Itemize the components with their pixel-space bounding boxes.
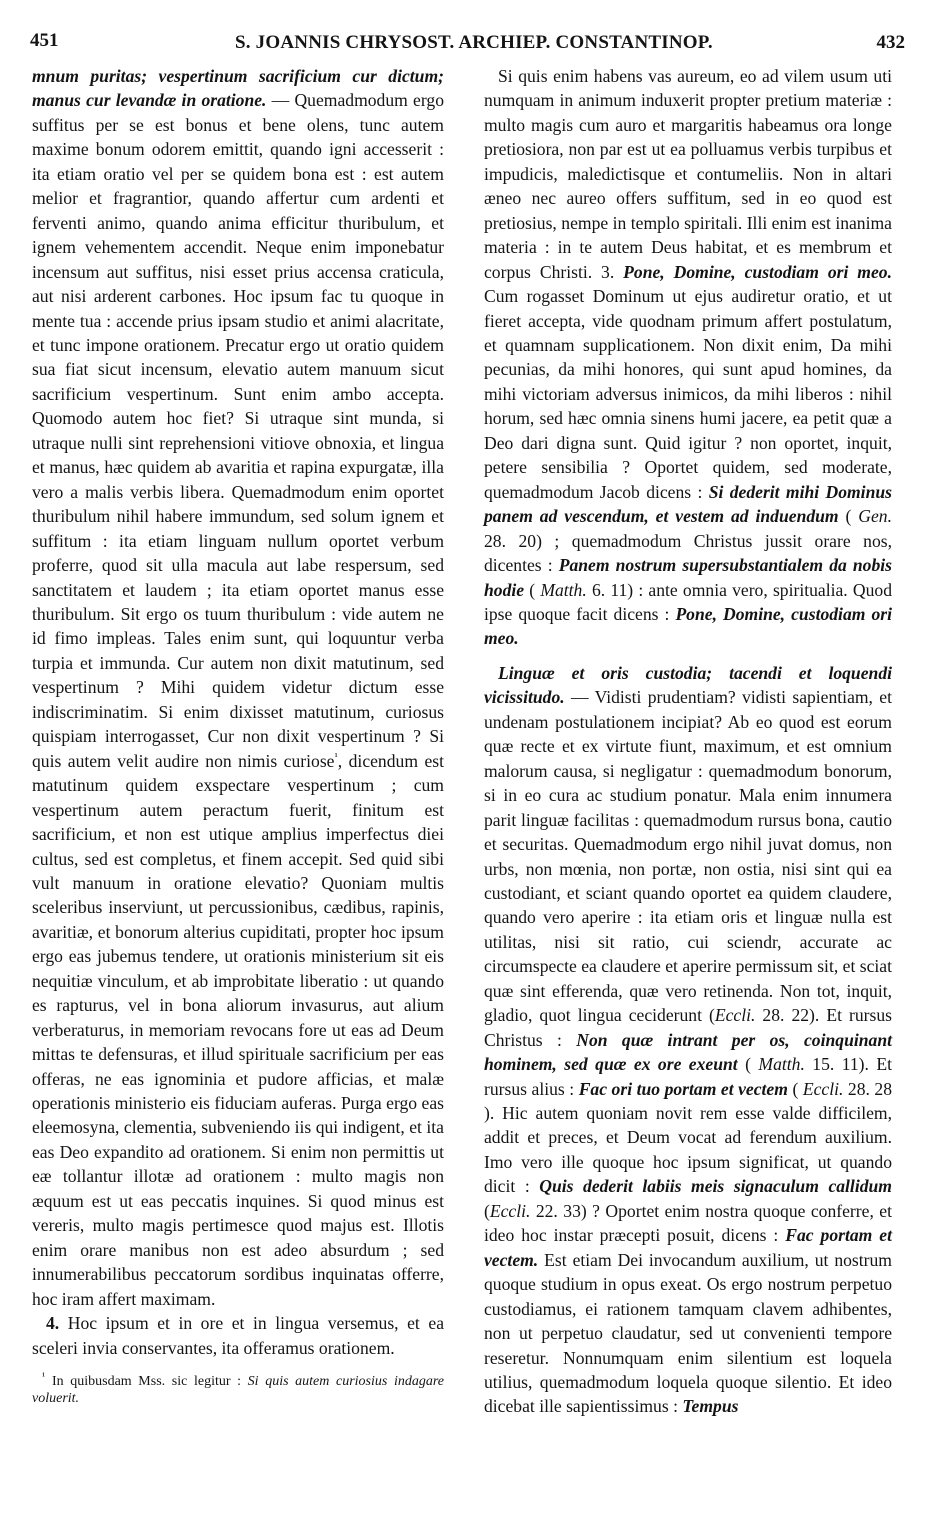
page-header [30,30,905,60]
paragraph-text: 28. 22). Et rursus Christus : [484,1005,892,1050]
paragraph-text: ( [787,1078,803,1099]
scripture-quote: Fac portam et vectem. [484,1225,892,1270]
footnote-mark: ¹ [42,1370,46,1383]
scripture-quote: Si dederit mihi Dominus panem ad vescendum, et vestem ad induendum [484,481,892,527]
citation-ref: Eccli. [802,1078,844,1099]
scripture-quote: Quis dederit labiis meis signaculum callidum [539,1176,892,1197]
paragraph-text: ( [737,1054,759,1075]
paragraph-left-2 [32,1311,444,1360]
citation-ref: Matth. [758,1054,805,1075]
section-heading: mnum puritas; vespertinum sacrificium cur dictum; manus cur levandæ in oratione. [32,66,444,111]
paragraph-text: Est etiam Dei invocandum auxilium, ut nostrum quoque studium in opus exeat. Os ergo nostrum perpetuo custodiamus, ei rationem tamquam clavem adhibentes, non ut perpetuo claudatur, sed ut convenienti tempore reseretur. Nonnumquam enim silentium est loquela utilius, quemadmodum loquela quoque silentio. Et ideo dicebat ille sapientissimus : [484,1249,892,1417]
left-column [32,64,444,1407]
scripture-quote: Fac ori tuo portam et vectem [578,1078,788,1099]
paragraph-right-2 [484,661,892,1419]
paragraph-left-1 [32,64,444,1311]
paragraph-text: Cum rogasset Dominum ut ejus audiretur oratio, et ut fieret accepta, vide quodnam primum affert postulatum, et quamnam supplicationem. Non dixit enim, Da mihi pecunias, da mihi honores, qui sunt apud homines, da mihi victoriam adversus inimicos, da mihi liberos : nihil horum, sed hæc omnia sinens humi jacere, ea petit quæ a Deo dari digna sunt. Quid igitur ? non oportet, inquit, petere sensibilia ? Oportet quidem, sed moderate, quemadmodum Jacob dicens : [484,286,892,502]
footnote-reference: ¹ [334,750,338,763]
citation-ref: Matth. [540,579,587,600]
page-number-left: 451 [30,30,59,51]
scripture-quote: Tempus [682,1396,739,1417]
paragraph-text: Si quis enim habens vas aureum, eo ad vilem usum uti numquam in animum induxerit propter pretium materiæ : multo magis cum auro et margaritis habeamus ora longe pretiosiora, non par est ut ea polluamus verbis turpibus et impudicis, maledictisque et contumeliis. Non in altari æneo nec aureo offers suffitum, sed in eo quod est pretiosius, nempe in templo spiritali. Illi enim est inanima materia : in te autem Deus habitat, et es membrum et corpus Christi. 3. [484,66,892,282]
paragraph-text: 6. 11) : ante omnia vero, spiritualia. Quod ipse quoque facit dicens : [484,579,892,624]
running-title: S. JOANNIS CHRYSOST. ARCHIEP. CONSTANTINOP. [235,32,713,53]
scripture-quote: Pone, Domine, custodiam ori meo. [623,261,892,282]
footnote [32,1370,445,1407]
citation-ref: Gen. [858,506,892,527]
citation-ref: Eccli. [489,1200,531,1221]
page-number-right: 432 [876,32,905,53]
paragraph-text: ( [524,579,541,600]
section-heading: Linguæ et oris custodia; tacendi et loquendi vicissitudo. [484,662,892,708]
paragraph-text: ( [484,1200,490,1221]
footnote-variant-reading: Si quis autem curiosius indagare voluerit. [32,1374,445,1406]
citation-ref: Eccli. [714,1005,756,1026]
footnote-text: In quibusdam Mss. sic legitur : [45,1374,248,1390]
paragraph-text: 28. 20) ; quemadmodum Christus jussit orare nos, dicentes : [484,530,892,576]
paragraph-text: 15. 11). Et rursus alius : [484,1054,892,1099]
scripture-quote: Panem nostrum supersubstantialem da nobis hodie [484,555,892,600]
paragraph-text: Hoc ipsum et in ore et in lingua versemus, et ea sceleri invia conservantes, ita offeramus orationem. [32,1313,444,1358]
right-column [484,64,892,1419]
paragraph-right-1 [484,64,892,651]
section-number: 4. [46,1313,60,1334]
paragraph-text: , dicendum est matutinum quidem exspectare vespertinum ; cum vespertinum autem peractum fuerit, finitum est sacrificium, et non est utique amplius imperfectus diei cultus, sed est completus, et finem accepit. Sed quid sibi vult manuum in oratione elevatio? Quoniam multis sceleribus inserviunt, ut percussionibus, cædibus, rapinis, avaritiæ, et bonorum alterius cupiditati, propter hoc ipsum ergo eas jubemus tendere, ut orationis ministerium sit eis nequitiæ vinculum, et ab improbitate liberatio : ut quando es rapturus, vel in bona aliorum invasurus, aut alium verberaturus, in memoriam revocans fore ut eas ad Deum mittas te defensuras, et illud spirituale sacrificium per eas offeras, ne eas ignominia et pudore afficias, et malæ operationis ministerio eis fiduciam auferas. Purga ergo eas eleemosyna, clementia, subveniendo iis qui indigent, et ita eas Deo expandito ad orationem. Si enim non permittis ut eæ tollantur illotæ ad orationem : multo magis non æquum est ut eas peccatis inquines. Si quod minus est vereris, multo magis pertimesce quod majus est. Illotis enim orare manibus non est adeo absurdum ; sed innumerabilibus peccatorum sordibus inquinatas offerre, hoc iram affert maximam. [32,750,444,1309]
paragraph-text: ( [838,506,859,527]
scripture-quote: Non quæ intrant per os, coinquinant hominem, sed quæ ex ore exeunt [484,1029,892,1075]
paragraph-text: — Vidisti prudentiam? vidisti sapientiam, et undenam postulationem incipiat? Ab eo quod est eorum quæ recte et ex virtute fiunt, maximum, et est omnium malorum causa, si negligatur : quemadmodum bonorum, si in eo cura ac studium ponatur. Mala enim innumera parit linguæ facilitas : quemadmodum rursus bona, cautio et securitas. Quemadmodum ergo nihil juvat domus, non urbs, non mœnia, non portæ, non ostia, nisi sint qui ea custodiant, et sciant quando oportet ea quidem claudere, quando vero aperire : ita etiam oris et linguæ nulla est utilitas, nisi sit ratio, cui sciendr, accurate ac circumspecte ea claudere et aperire permissum sit, et sciat quæ sint efferenda, quæ vero retinenda. Non tot, inquit, gladio, quot lingua ceciderunt ( [484,687,892,1026]
scripture-quote: Pone, Domine, custodiam ori meo. [484,603,892,649]
paragraph-text: 28. 28 ). Hic autem quoniam novit rem esse valde difficilem, addit et preces, et Deum vocat ad ferendum auxilium. Imo vero ille quoque hoc ipsum significat, ut quando dicit : [484,1078,893,1197]
paragraph-text: 22. 33) ? Oportet enim nostra quoque conferre, et ideo hoc instar præcepti posuit, dicens : [484,1200,892,1246]
paragraph-text: — Quemadmodum ergo suffitus per se est bonus et bene olens, tunc autem maxime bonum odorem emittit, quando igni accesserit : ita etiam oratio vel per se quidem bona est : est autem melior et fragrantior, quando affertur cum ardenti et ferventi animo, quando anima efficitur thuribulum, et ignem vehementem accendit. Neque enim imponebatur incensum aut suffitus, nisi esset prius accensa craticula, aut nisi arderent carbones. Hoc ipsum fac tu quoque in mente tua : accende prius ipsam studio et animi alacritate, et tunc impone orationem. Precatur ergo ut oratio quidem sua fiat sicut incensum, elevatio autem manuum sicut sacrificium vespertinum. Sunt enim ambo accepta. Quomodo autem hoc fiet? Si utraque sint munda, si utraque nulli sint reprehensioni vitiove obnoxia, et lingua et manus, hæc quidem ab avaritia et rapina expurgatæ, illa vero a malis verbis libera. Quemadmodum enim oportet thuribulum nihil habere immundum, sed solum ignem et suffitum : ita etiam linguam nullum oportet verbum proferre, quod sit ulla macula aut labe respersum, sed sanctitatem et laudem ; ita etiam oportet manus esse thuribulum. Sit ergo os tuum thuribulum : vide autem ne id fimo impleas. Tales enim sunt, qui loquuntur verba turpia et immunda. Cur autem non dixit matutinum, sed vespertinum ? Mihi quidem videtur dictum esse indiscriminatim. Si enim dixisset matutinum, curiosus quispiam interrogasset, Cur non dixit vespertinum ? Si quis autem velit audire non nimis curiose [32,90,444,771]
